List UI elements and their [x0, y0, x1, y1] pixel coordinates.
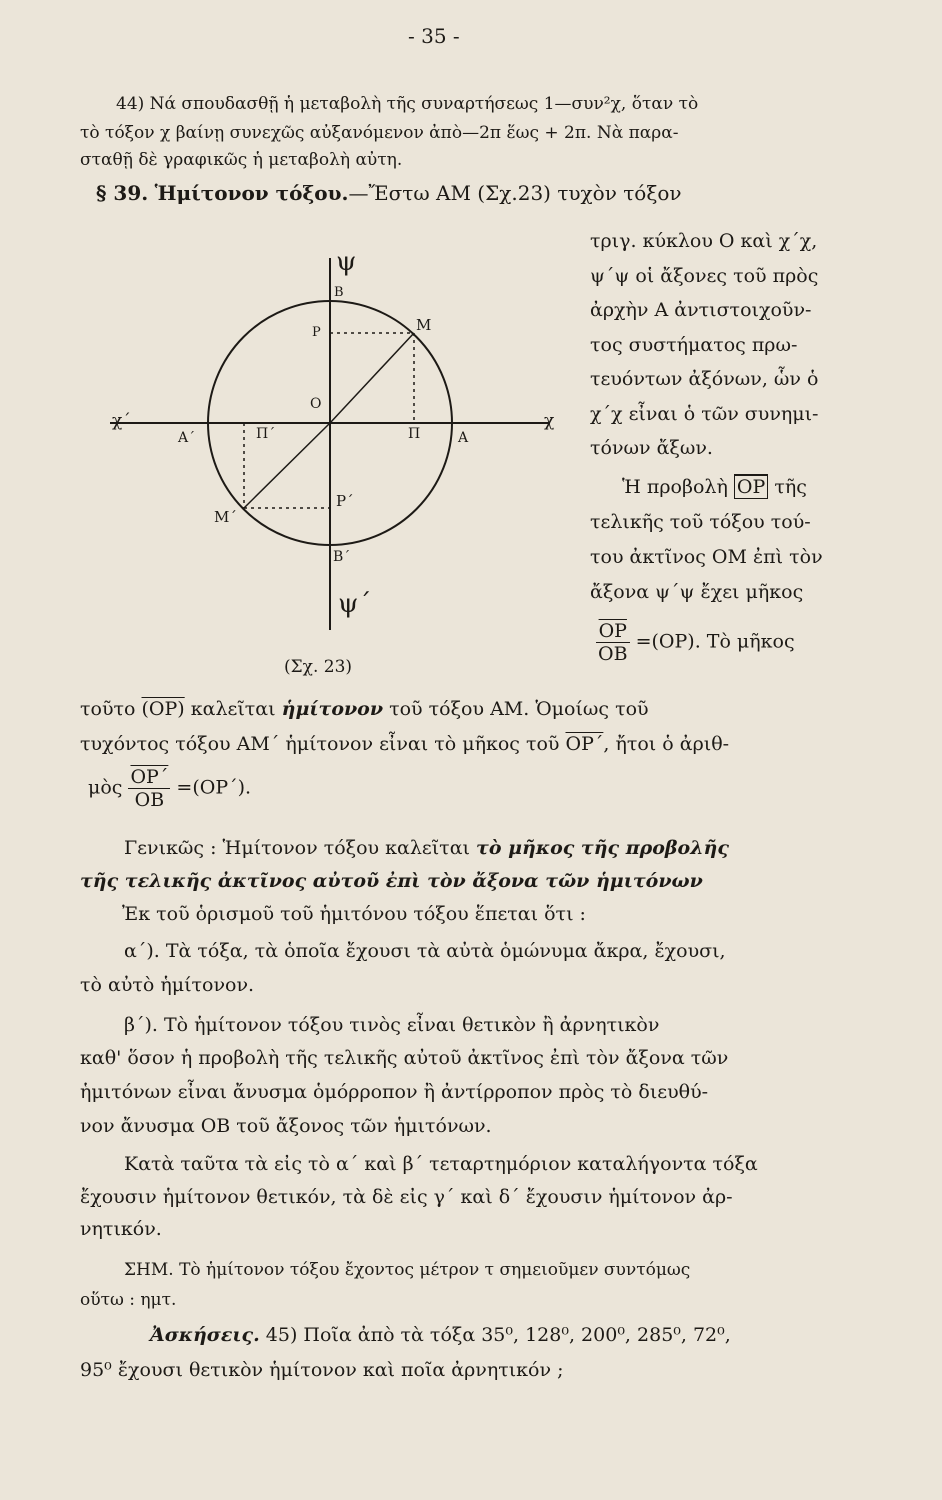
- fraction-denominator-2: ΟΒ: [134, 789, 165, 811]
- exercises-label: Ἀσκήσεις.: [150, 1324, 260, 1346]
- page-number: - 35 -: [408, 24, 460, 48]
- projection-line-2: τελικῆς τοῦ τόξου τού-: [590, 511, 811, 533]
- definition-line-2: τῆς τελικῆς ἀκτῖνος αὐτοῦ ἐπὶ τὸν ἄξονα τῶν ἡμιτόνων: [80, 870, 703, 892]
- fraction-equals-text: =(ΟΡ). Τὸ μῆκος: [635, 630, 795, 653]
- label-a: Α: [458, 430, 469, 446]
- projection-line-1: [622, 475, 807, 499]
- note-label: ΣΗΜ.: [124, 1260, 174, 1280]
- item-b-line-3: ἡμιτόνων εἶναι ἄνυσμα ὁμόρροπον ἢ ἀντίρροπον πρὸς τὸ διευθύ-: [80, 1081, 709, 1103]
- after-figure-line-2: [80, 732, 729, 756]
- quadrants-line-3: νητικόν.: [80, 1218, 162, 1240]
- note-text: Τὸ ἡμίτονον τόξου ἔχοντος μέτρον τ σημειοῦμεν συντόμως: [179, 1260, 691, 1280]
- after-figure-line-3: [88, 766, 251, 811]
- term-hemitonon: ἡμίτονον: [281, 698, 384, 720]
- label-x: χ: [544, 411, 555, 431]
- projection-text-a: Ἡ προβολὴ: [622, 476, 728, 498]
- right-column-line-3: ἀρχὴν Α ἀντιστοιχοῦν-: [590, 299, 812, 321]
- projection-line-3: του ἀκτῖνος ΟΜ ἐπὶ τὸν: [590, 546, 823, 568]
- section-number: § 39.: [96, 181, 149, 205]
- exercises-line-1: [150, 1323, 731, 1347]
- after-figure-text-b: καλεῖται: [190, 698, 276, 720]
- projection-fraction-line: [596, 620, 795, 665]
- label-p: Ρ: [312, 325, 321, 340]
- unit-circle-figure: [70, 240, 570, 700]
- after-figure-text-d: τυχόντος τόξου ΑΜ΄ ἡμίτονον εἶναι τὸ μῆκος τοῦ: [80, 733, 560, 755]
- label-y-top: ψ: [336, 247, 357, 277]
- segment-op-paren: (ΟΡ): [141, 698, 185, 720]
- fraction-denominator: ΟΒ: [598, 643, 628, 665]
- label-b: Β: [334, 285, 344, 300]
- after-figure-text-e: , ἤτοι ὁ ἀριθ-: [603, 733, 730, 755]
- radius-om: [330, 333, 414, 423]
- label-o: Ο: [310, 396, 322, 412]
- label-pi: Π: [408, 426, 421, 442]
- right-column-line-2: ψ΄ψ οἱ ἄξονες τοῦ πρὸς: [590, 265, 819, 287]
- right-column-line-1: τριγ. κύκλου Ο καὶ χ΄χ,: [590, 230, 818, 252]
- label-a-prime: Α΄: [178, 430, 196, 446]
- projection-line-4: ἄξονα ψ΄ψ ἔχει μῆκος: [590, 581, 804, 603]
- segment-op: $\overline{OP}$: [734, 474, 768, 499]
- section-39-heading: [96, 181, 682, 205]
- right-column-line-7: τόνων ἄξων.: [590, 437, 713, 459]
- section-intro: —Ἔστω ΑΜ (Σχ.23) τυχὸν τόξον: [348, 181, 682, 205]
- item-b-line-1: β΄). Τὸ ἡμίτονον τόξου τινὸς εἶναι θετικὸν ἢ ἀρνητικὸν: [124, 1014, 660, 1036]
- right-column-line-5: τευόντων ἀξόνων, ὧν ὁ: [590, 368, 819, 390]
- item-a-line-1: α΄). Τὰ τόξα, τὰ ὁποῖα ἔχουσι τὰ αὐτὰ ὁμώνυμα ἄκρα, ἔχουσι,: [124, 940, 726, 962]
- segment-op-prime: $\overline{OP΄}$: [565, 733, 604, 755]
- fraction-numerator: $\overline{OP}$: [596, 620, 630, 643]
- exercises-line-2: 95⁰ ἔχουσι θετικὸν ἡμίτονον καὶ ποῖα ἀρνητικόν ;: [80, 1359, 564, 1381]
- exercise-44-line-3: σταθῇ δὲ γραφικῶς ἡ μεταβολὴ αὐτη.: [80, 150, 403, 170]
- figure-caption: (Σχ. 23): [284, 657, 353, 677]
- label-m-prime: Μ΄: [214, 508, 237, 526]
- fraction-op-prime-ob: [128, 766, 170, 811]
- after-figure-line-1: [80, 697, 649, 721]
- label-x-prime: χ΄: [112, 411, 131, 431]
- definition-emph-a: τὸ μῆκος τῆς προβολῆς: [476, 837, 729, 859]
- exercise-44-line-1: 44) Νά σπουδασθῇ ἡ μεταβολὴ τῆς συναρτήσεως 1—συν²χ, ὅταν τὸ: [116, 94, 699, 114]
- label-y-bottom: ψ΄: [338, 589, 372, 619]
- fraction-numerator-2: $\overline{OP΄}$: [130, 766, 169, 788]
- quadrants-line-2: ἔχουσιν ἡμίτονον θετικόν, τὰ δὲ εἰς γ΄ καὶ δ΄ ἔχουσιν ἡμίτονον ἀρ-: [80, 1186, 733, 1208]
- exercise-45-text: 45) Ποῖα ἀπὸ τὰ τόξα 35⁰, 128⁰, 200⁰, 285⁰, 72⁰,: [265, 1324, 731, 1346]
- section-title: Ἡμίτονον τόξου.: [154, 181, 349, 205]
- item-a-line-2: τὸ αὐτὸ ἡμίτονον.: [80, 974, 255, 996]
- after-figure-text-a: τοῦτο: [80, 698, 136, 720]
- quadrants-line-1: Κατὰ ταῦτα τὰ εἰς τὸ α΄ καὶ β΄ τεταρτημόριον καταλήγοντα τόξα: [124, 1153, 758, 1175]
- note-line-1: [124, 1258, 690, 1282]
- consequence-line: Ἐκ τοῦ ὁρισμοῦ τοῦ ἡμιτόνου τόξου ἕπεται ὅτι :: [122, 903, 586, 925]
- label-m: Μ: [416, 316, 432, 334]
- fraction-op-ob: [596, 620, 630, 665]
- after-figure-text-c: τοῦ τόξου ΑΜ. Ὁμοίως τοῦ: [389, 698, 649, 720]
- definition-text-a: Γενικῶς : Ἡμίτονον τόξου καλεῖται: [124, 837, 470, 859]
- note-line-2: οὕτω : ημτ.: [80, 1290, 177, 1310]
- label-b-prime: Β΄: [333, 549, 351, 565]
- definition-line-1: [124, 836, 729, 860]
- projection-text-b: τῆς: [774, 476, 807, 498]
- right-column-line-6: χ΄χ εἶναι ὁ τῶν συνημι-: [590, 403, 819, 425]
- label-p-prime: Ρ΄: [336, 492, 354, 510]
- item-b-line-4: νον ἄνυσμα ΟΒ τοῦ ἄξονος τῶν ἡμιτόνων.: [80, 1115, 492, 1137]
- label-pi-prime: Π΄: [256, 426, 276, 442]
- exercise-44-line-2: τὸ τόξον χ βαίνῃ συνεχῶς αὐξανόμενον ἀπὸ—2π ἕως + 2π. Νὰ παρα-: [80, 123, 679, 143]
- item-b-line-2: καθ' ὅσον ἡ προβολὴ τῆς τελικῆς αὐτοῦ ἀκτῖνος ἐπὶ τὸν ἄξονα τῶν: [80, 1047, 729, 1069]
- right-column-line-4: τος συστήματος πρω-: [590, 334, 798, 356]
- fraction-equals-text-2: =(ΟΡ΄).: [176, 776, 252, 799]
- after-figure-text-f: μὸς: [88, 776, 123, 799]
